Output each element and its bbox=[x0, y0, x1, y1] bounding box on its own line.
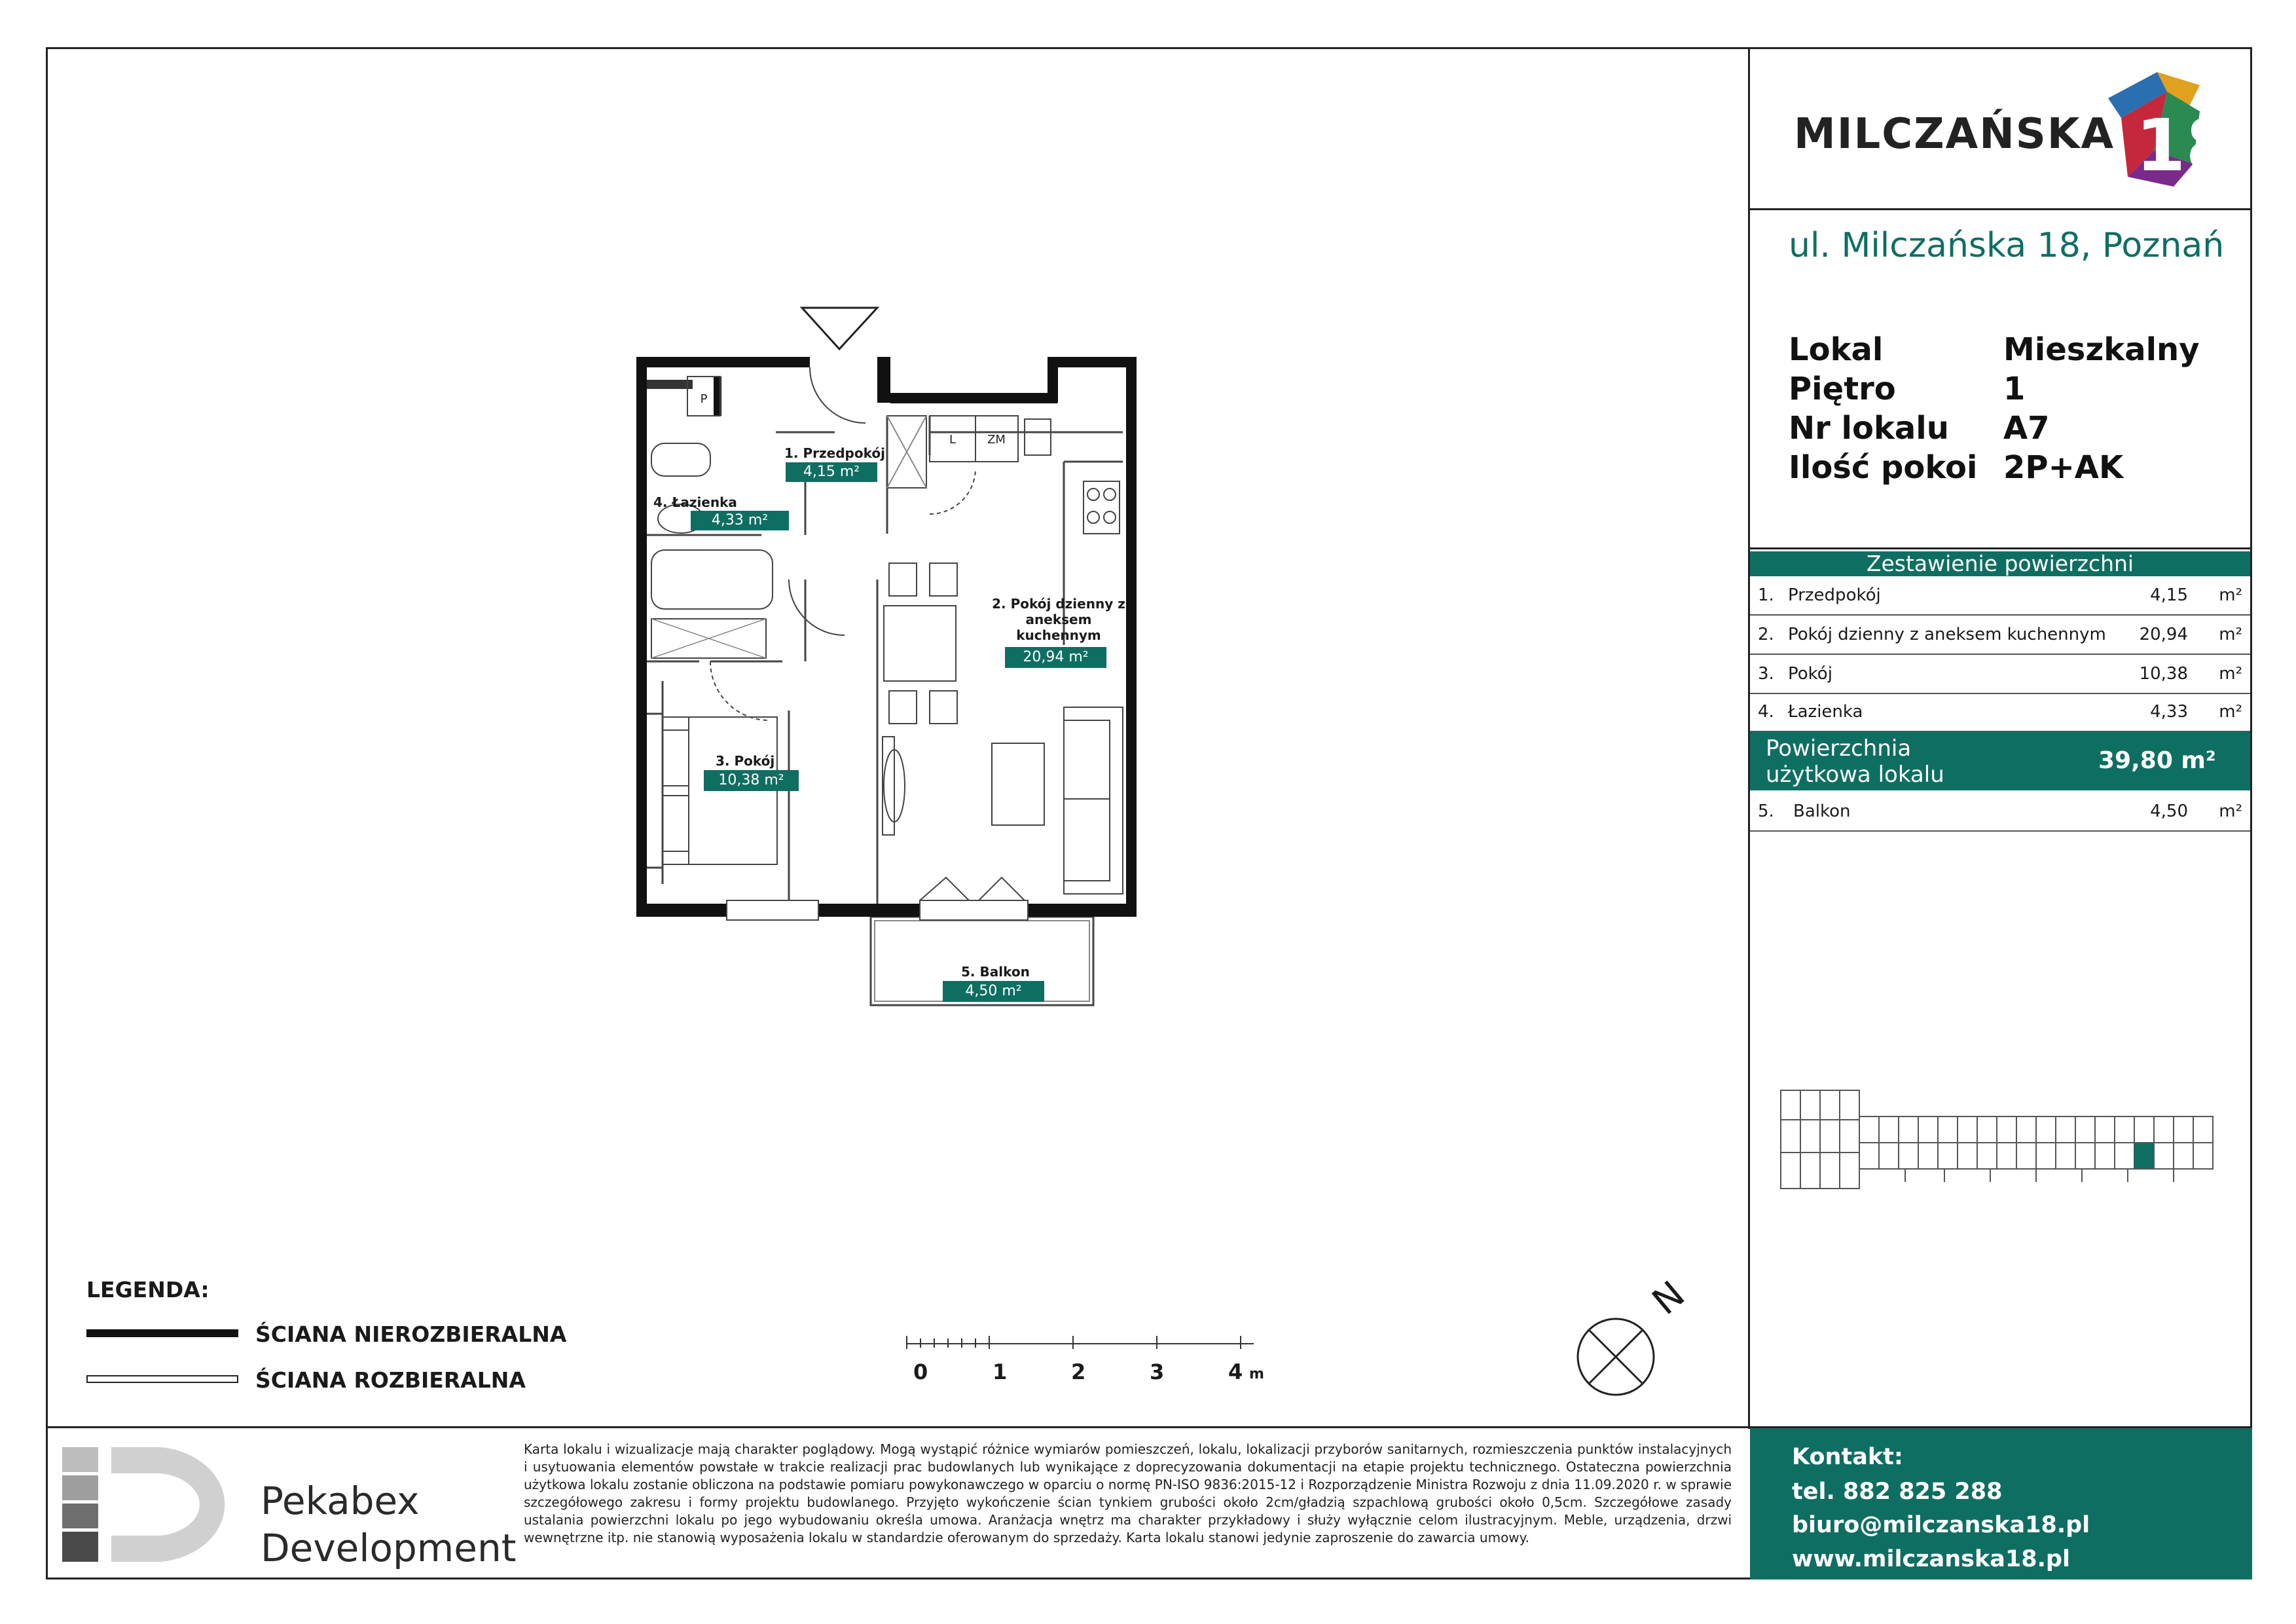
door-swings bbox=[710, 367, 975, 720]
area-num: 5. bbox=[1758, 802, 1774, 821]
room-area-pokoj: 10,38 m² bbox=[704, 770, 799, 791]
room-name-pokoj-dzienny bbox=[990, 596, 1127, 643]
contact-website[interactable]: www.milczanska18.pl bbox=[1792, 1546, 2070, 1572]
info-value-ilosc-pokoi: 2P+AK bbox=[2003, 449, 2124, 486]
contact-email[interactable]: biuro@milczanska18.pl bbox=[1792, 1512, 2090, 1538]
dishwasher-label: ZM bbox=[987, 433, 1006, 447]
scale-tick-3: 3 bbox=[1150, 1359, 1165, 1384]
room-name-lazienka: 4. Łazienka bbox=[653, 494, 737, 510]
area-name: Pokój dzienny z aneksem kuchennym bbox=[1788, 625, 2106, 644]
logo-number: 18 bbox=[2136, 103, 2236, 187]
area-num: 4. bbox=[1758, 702, 1774, 722]
room-name-line1: 2. Pokój dzienny z bbox=[992, 596, 1125, 612]
contact-title: Kontakt: bbox=[1792, 1444, 1903, 1470]
room-name-line2: aneksem bbox=[1025, 612, 1092, 627]
pekabex-name: Pekabex bbox=[261, 1479, 420, 1523]
area-unit: m² bbox=[2219, 664, 2242, 684]
scale-tick-2: 2 bbox=[1071, 1359, 1086, 1384]
area-unit: m² bbox=[2219, 585, 2242, 605]
room-area-balkon: 4,50 m² bbox=[943, 981, 1044, 1002]
room-name-line3: kuchennym bbox=[1016, 627, 1101, 643]
disclaimer-text: Karta lokalu i wizualizacje mają charakter poglądowy. Mogą wystąpić różnice wymiarów pomieszczeń, lokalu, lokalizacji przyborów sanitarnych, rozmieszczenia punktów instalacyjnych i usytuowania elementów powstałe w trakcie realizacji prac budowlanych lub wynikające z doprecyzowania dokumentacji na etapie projektu technicznego. Ostateczna powierzchnia użytkowa lokalu zostanie obliczona na podstawie pomiaru powykonawczego w oparciu o normę PN-ISO 9836:2015-12 i Rozporządzenie Ministra Rozwoju z dnia 11.09.2020 r. w sprawie szczegółowego zakresu i formy projektu budowlanego. Przyjęto wykończenie ścian tynkiem grubości około 2cm/gładzią szpachlową grubości około 0,5cm. Szczegółowe zasady ustalania powierzchni lokalu po jego wybudowaniu określa umowa. Aranżacja wnętrz ma charakter przykładowy i służy wyłącznie celom ilustracyjnym. Meble, urządzenia, drzwi wewnętrzne itp. nie stanowią wyposażenia lokalu w standardzie oferowanym do sprzedaży. Karta lokalu stanowi jedynie zaproszenie do zawarcia umowy. bbox=[524, 1441, 1732, 1545]
room-area-lazienka: 4,33 m² bbox=[691, 511, 789, 530]
info-label-lokal: Lokal bbox=[1789, 331, 1884, 368]
dining-table bbox=[884, 606, 956, 681]
pekabex-subtitle: Development bbox=[261, 1526, 517, 1570]
sofa-icon bbox=[1064, 707, 1123, 894]
info-value-nr-lokalu: A7 bbox=[2003, 410, 2050, 447]
area-row-balkon bbox=[1750, 792, 2250, 832]
cooktop-icon bbox=[1084, 481, 1120, 534]
legend-title: LEGENDA: bbox=[86, 1277, 210, 1302]
area-value: 4,50 bbox=[2150, 802, 2188, 821]
fridge-label: L bbox=[949, 433, 957, 447]
pekabex-logo-icon bbox=[62, 1444, 252, 1565]
area-name: Przedpokój bbox=[1788, 585, 1881, 605]
area-row-2 bbox=[1750, 616, 2250, 655]
total-label-line1: Powierzchnia bbox=[1766, 735, 1912, 762]
legend-wall-removable-swatch bbox=[86, 1375, 238, 1383]
scale-tick-4: 4 bbox=[1228, 1359, 1243, 1384]
area-num: 2. bbox=[1758, 625, 1774, 644]
table-top-divider bbox=[1748, 547, 2252, 549]
scale-tick-0: 0 bbox=[913, 1359, 928, 1384]
scale-unit: m bbox=[1249, 1366, 1264, 1382]
dining-chairs bbox=[889, 563, 957, 724]
info-label-pietro: Piętro bbox=[1789, 371, 1896, 407]
coffee-table bbox=[992, 743, 1044, 825]
toilet-icon bbox=[651, 443, 710, 476]
info-value-lokal: Mieszkalny bbox=[2003, 331, 2200, 368]
room-name-balkon: 5. Balkon bbox=[961, 964, 1030, 980]
area-unit: m² bbox=[2219, 802, 2242, 821]
address: ul. Milczańska 18, Poznań bbox=[1789, 226, 2225, 265]
total-area-bar bbox=[1750, 731, 2250, 790]
total-label-line2: użytkowa lokalu bbox=[1766, 762, 1944, 788]
area-num: 1. bbox=[1758, 585, 1774, 605]
entrance-arrow bbox=[802, 308, 877, 349]
room-area-pokoj-dzienny: 20,94 m² bbox=[1005, 647, 1106, 668]
area-name: Pokój bbox=[1788, 664, 1832, 684]
key-plan-unit-highlight bbox=[2134, 1143, 2154, 1168]
room-name-przedpokoj: 1. Przedpokój bbox=[784, 445, 885, 461]
scale-tick-1: 1 bbox=[993, 1359, 1008, 1384]
legend-wall-fixed-label: ŚCIANA NIEROZBIERALNA bbox=[255, 1321, 567, 1347]
area-value: 20,94 bbox=[2139, 625, 2188, 644]
logo-18-emblem bbox=[2095, 72, 2236, 187]
area-unit: m² bbox=[2219, 625, 2242, 644]
area-row-4 bbox=[1750, 693, 2250, 732]
area-unit: m² bbox=[2219, 702, 2242, 722]
contact-panel bbox=[1750, 1428, 2252, 1579]
info-label-ilosc-pokoi: Ilość pokoi bbox=[1789, 449, 1978, 486]
floor-plan bbox=[629, 298, 1172, 1051]
compass-north-label: N bbox=[1645, 1273, 1693, 1323]
area-value: 10,38 bbox=[2139, 664, 2188, 684]
info-value-pietro: 1 bbox=[2003, 371, 2026, 407]
total-value: 39,80 m² bbox=[2098, 747, 2216, 774]
scale-bar bbox=[900, 1329, 1267, 1356]
legend-wall-fixed-swatch bbox=[86, 1329, 238, 1337]
area-value: 4,15 bbox=[2150, 585, 2188, 605]
room-name-pokoj: 3. Pokój bbox=[716, 753, 775, 769]
area-name: Balkon bbox=[1793, 802, 1851, 821]
area-name: Łazienka bbox=[1788, 702, 1863, 722]
room-area-przedpokoj: 4,15 m² bbox=[786, 462, 877, 482]
area-table-title: Zestawienie powierzchni bbox=[1750, 551, 2250, 576]
area-row-3 bbox=[1750, 655, 2250, 694]
logo-divider bbox=[1748, 208, 2252, 210]
bathtub-icon bbox=[651, 550, 773, 609]
contact-phone[interactable]: tel. 882 825 288 bbox=[1792, 1479, 2003, 1505]
building-key-plan bbox=[1774, 1080, 2219, 1198]
kitchen-sink-icon bbox=[1025, 419, 1051, 455]
logo-wordmark: MILCZAŃSKA bbox=[1794, 110, 2115, 158]
area-row-1 bbox=[1750, 576, 2250, 616]
legend-wall-removable-label: ŚCIANA ROZBIERALNA bbox=[255, 1367, 526, 1393]
area-value: 4,33 bbox=[2150, 702, 2188, 722]
area-num: 3. bbox=[1758, 664, 1774, 684]
info-label-nr-lokalu: Nr lokalu bbox=[1789, 410, 1949, 447]
closet-label: P bbox=[700, 392, 708, 406]
